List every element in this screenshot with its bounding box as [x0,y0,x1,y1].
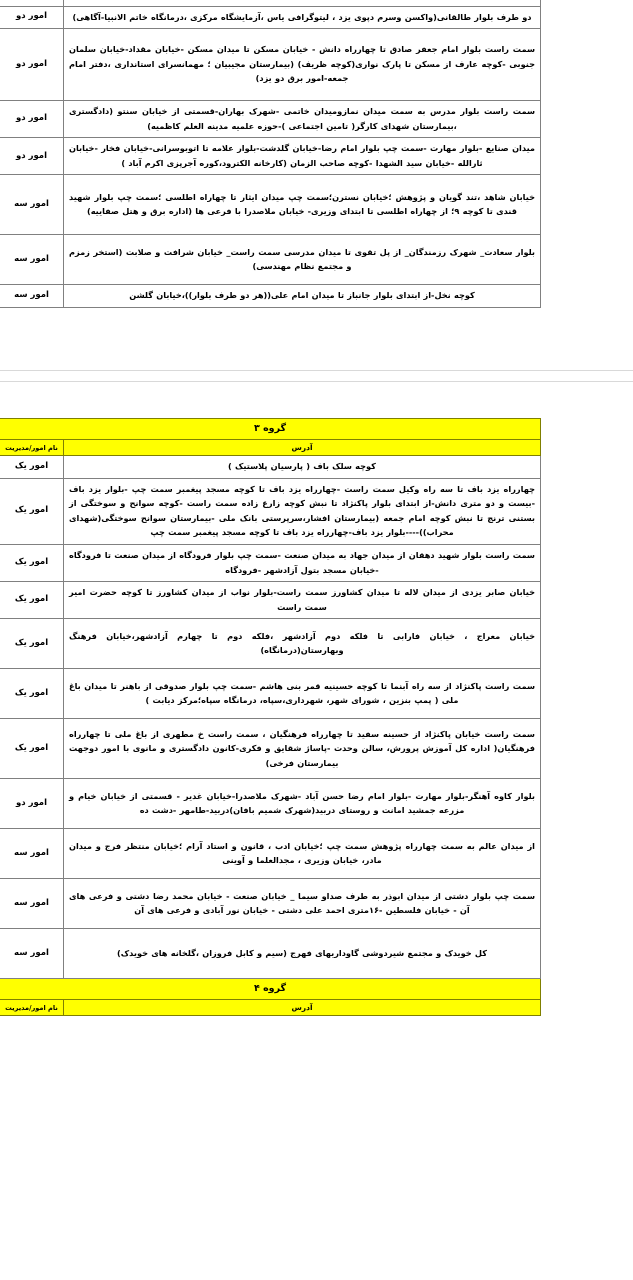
address-table-page-one [0,0,541,308]
table-row [0,879,541,929]
address-cell: چهارراه یزد باف تا سه راه وکیل سمت راست -چهارراه یزد باف تا کوچه مسجد پیغمبر سمت چپ -بلوار یزد باف -بیست و دو متری دانش-از ابتدای بلوار پاکنژاد تا نبش کوچه زارع زاده سمت راست -کوچه سوانح و سوختگی از بستنی ترنج تا نبش کوچه امام جمعه (بیمارستان افشار،سرپرستی بانک ملی -بیمارستان سوانح سوختگی(شهدای محراب))----بلوار یزد باف-چهارراه یزد باف تا کوچه مسجد پیغمبر سمت چپ [64,478,541,544]
page-two-top-margin [0,382,633,418]
management-cell: امور سه [0,285,64,308]
management-cell: امور یک [0,545,64,582]
address-cell: سمت راست بلوار مدرس به سمت میدان نمازومیدان خاتمی -شهرک بهاران-قسمتی از خیابان سنتو (دادگستری ،بیمارستان شهدای کارگر( تامین اجتماعی )-حوزه علمیه مدینه العلم کاظمیه) [64,101,541,138]
address-cell: کوچه سلک باف ( پارسیان پلاستیک ) [64,456,541,479]
page-one-table-wrapper [0,0,633,308]
table-row [0,582,541,619]
management-cell: امور سه [0,929,64,979]
address-cell: بلوار سعادت_ شهرک رزمندگان_ از پل تقوی تا میدان مدرسی سمت راست_ خیابان شرافت و صلابت (استخر زمزم و مجتمع نظام مهندسی) [64,235,541,285]
header-management: نام امور/مدیریت [0,1000,64,1016]
management-cell: امور دو [0,138,64,175]
address-cell: کل خویدک و مجتمع شیردوشی گاوداریهای فهرج (سیم و کابل فروزان ،گلخانه های خویدک) [64,929,541,979]
management-cell: امور سه [0,879,64,929]
header-address: آدرس [64,1000,541,1016]
table-row [0,101,541,138]
table-row [0,669,541,719]
address-cell: سمت راست بلوار شهید دهقان از میدان جهاد به میدان صنعت -سمت چپ بلوار فرودگاه از میدان صنعت تا فرودگاه -خیابان مسجد بتول آزادشهر -فرودگاه [64,545,541,582]
group-banner-row [0,979,541,1000]
group-title-four: گروه ۴ [0,979,541,1000]
management-cell: امور یک [0,456,64,479]
address-cell: سمت راست خیابان پاکنژاد از حسینه سفید تا چهارراه فرهنگیان ، سمت راست خ مطهری از باغ ملی تا چهارراه فرهنگیان( اداره کل آموزش پرورش، سالن وحدت -پاساژ شقایق و فکری-کانون دادگستری و مانوی با امور دوجهت بیمارستان فرخی) [64,719,541,779]
address-cell: سمت راست پاکنژاد از سه راه آبنما تا کوچه حسینیه قمر بنی هاشم -سمت چپ بلوار صدوقی از باهنر تا میدان باغ ملی ( پمپ بنزین ، شورای شهر، شهرداری،سپاه، درمانگاه سپاه؛مرکز دیابت ) [64,669,541,719]
table-body-group-three [0,419,541,1016]
document-page-two [0,418,633,1016]
address-cell: از میدان عالم به سمت چهارراه پژوهش سمت چپ ؛خیابان ادب ، قانون و استاد آرام ؛خیابان منتظر فرج و میدان مادر، خیابان وزیری ، مجدالعلما و آوینی [64,829,541,879]
table-row [0,456,541,479]
management-cell: امور یک [0,669,64,719]
column-header-row [0,440,541,456]
address-cell: میدان صنایع -بلوار مهارت -سمت چپ بلوار امام رضا-خیابان گلدشت-بلوار علامه تا اتوبوسرانی-خیابان فخار -خیابان ثارالله -خیابان سید الشهدا -کوچه صاحب الزمان (کارخانه الکترود،کوره آجرپزی اکرم آباد ) [64,138,541,175]
address-cell: سمت راست بلوار امام جعفر صادق تا چهارراه دانش - خیابان مسکن تا میدان مسکن -خیابان مقداد-خیابان سلمان جنوبی -کوچه عارف از مسکن تا پارک نواری(کوچه ظریف) (بیمارستان مجیبیان ؛ مهمانسرای استانداری ،دفتر امام جمعه-امور برق دو یزد) [64,29,541,101]
address-cell: خیابان معراج ، خیابان فارابی تا فلکه دوم آزادشهر ،فلکه دوم تا چهارم آزادشهر،خیابان فرهنگ وبهارستان(درمانگاه) [64,619,541,669]
column-header-row [0,1000,541,1016]
table-row [0,235,541,285]
management-cell: امور سه [0,175,64,235]
table-row [0,929,541,979]
document-page-one [0,0,633,308]
address-cell: کوچه نخل-از ابتدای بلوار جانباز تا میدان امام علی((هر دو طرف بلوار))،خیابان گلشن [64,285,541,308]
address-cell: سمت چپ بلوار دشتی از میدان ابوذر به طرف صداو سیما _ خیابان صنعت - خیابان محمد رضا دشتی و فرعی های آن - خیابان فلسطین -۱۶متری احمد علی دشتی - خیابان نور آبادی و فرعی های آن [64,879,541,929]
group-banner-row [0,419,541,440]
table-row [0,285,541,308]
table-row [0,779,541,829]
page-separator [0,370,633,382]
management-cell: امور یک [0,478,64,544]
management-cell: امور یک [0,582,64,619]
address-cell: بلوار کاوه آهنگر-بلوار مهارت -بلوار امام رضا حسن آباد -شهرک ملاصدرا-خیابان غدیر - قسمتی از خیابان خیام و مزرعه جمشید امانت و روستای دربید(شهرک شمیم بافان)دربید-طامهر -دشت ده [64,779,541,829]
management-cell: امور دو [0,101,64,138]
table-row [0,619,541,669]
table-row [0,478,541,544]
table-row [0,29,541,101]
page-two-table-wrapper [0,418,633,1016]
management-cell: امور یک [0,619,64,669]
header-management: نام امور/مدیریت [0,440,64,456]
management-cell: امور دو [0,6,64,29]
address-cell: خیابان شاهد ،تند گویان و پژوهش ؛خیابان نسترن؛سمت چپ میدان ایثار تا چهاراه اطلسی ؛سمت چپ بلوار شهید قندی تا کوچه ۹؛ از چهاراه اطلسی تا ابتدای وزیری- خیابان ملاصدرا با فرعی ها (اداره برق و هتل صفاییه) [64,175,541,235]
header-address: آدرس [64,440,541,456]
table-body-page-one [0,0,541,308]
management-cell: امور دو [0,779,64,829]
management-cell: امور سه [0,235,64,285]
address-cell: دو طرف بلوار طالقانی(واکسن وسرم دپوی یزد ، لیتوگرافی یاس ،آزمایشگاه مرکزی ،درمانگاه خاتم الانبیا-آگاهی) [64,6,541,29]
management-cell: امور سه [0,829,64,879]
page-one-bottom-margin [0,308,633,370]
address-table-group-three [0,418,541,1016]
table-row [0,175,541,235]
management-cell: امور دو [0,29,64,101]
table-row [0,545,541,582]
table-row [0,719,541,779]
address-cell: خیابان صابر یزدی از میدان لاله تا میدان کشاورز سمت راست-بلوار نواب از میدان کشاورز تا کوچه حضرت امیر سمت راست [64,582,541,619]
management-cell: امور یک [0,719,64,779]
group-title-three: گروه ۳ [0,419,541,440]
table-row [0,6,541,29]
table-row [0,829,541,879]
table-row [0,138,541,175]
